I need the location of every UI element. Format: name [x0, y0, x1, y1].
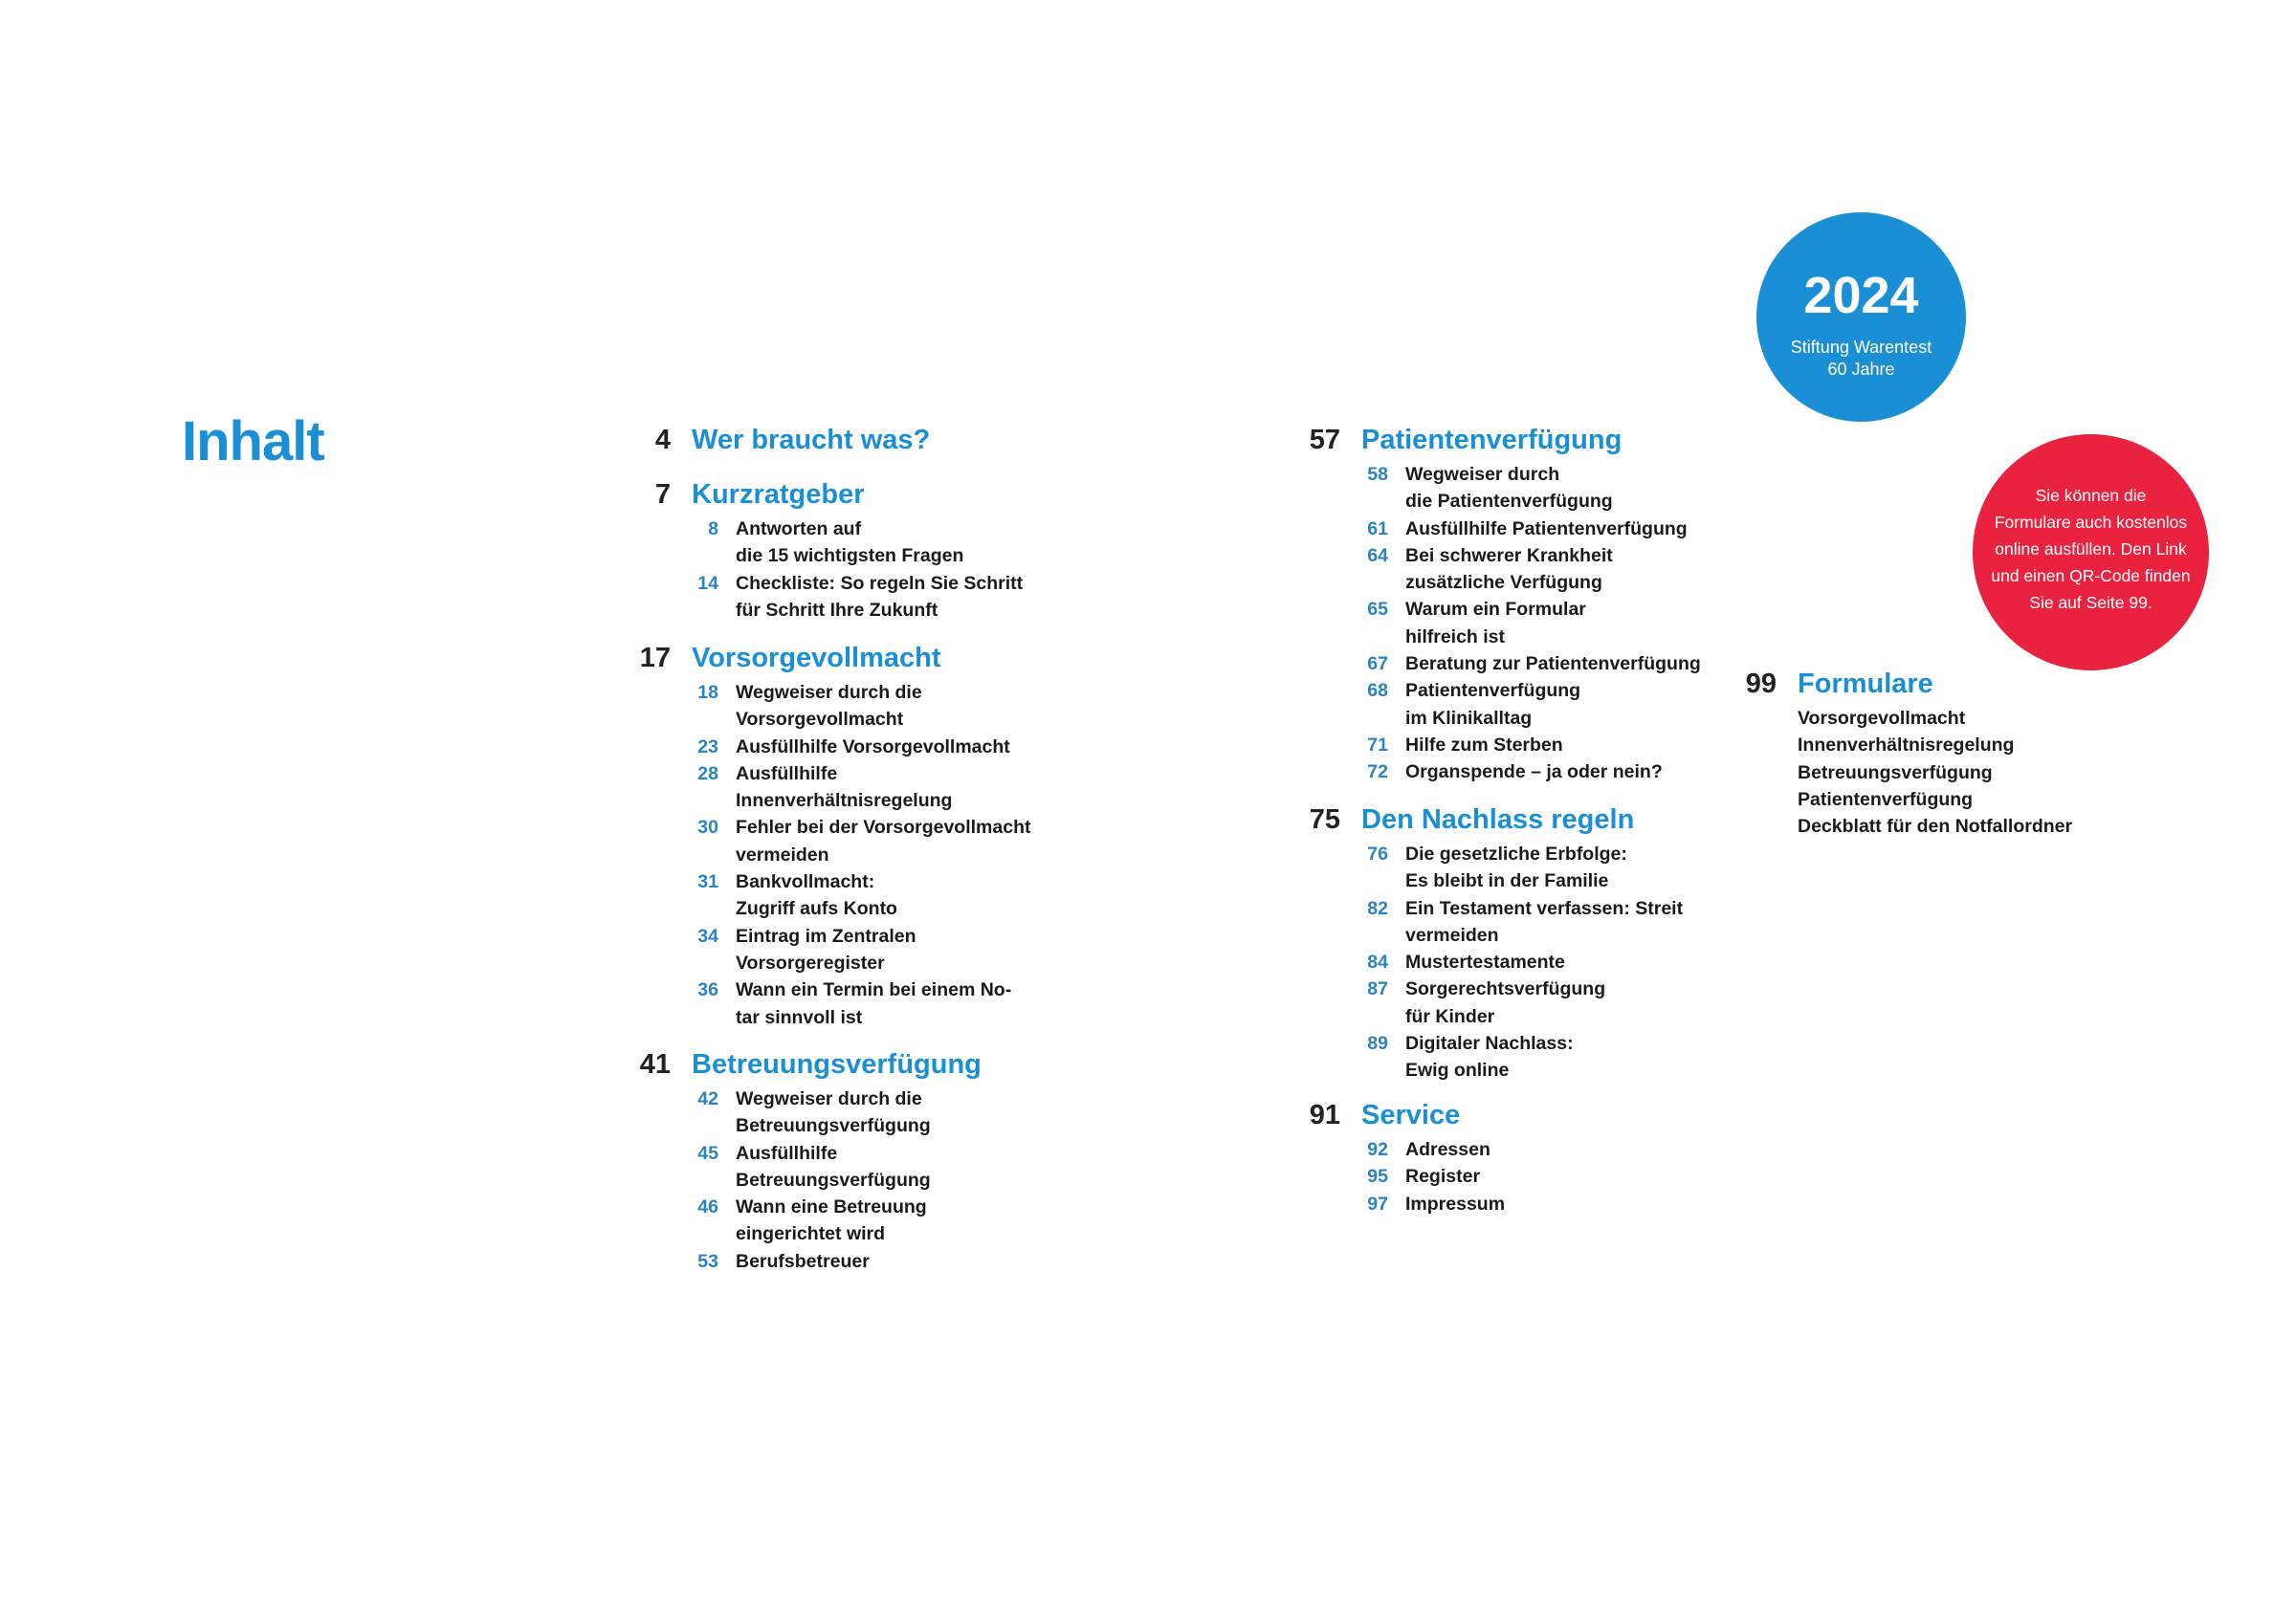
- toc-entry-text: Innenverhältnisregelung: [736, 790, 953, 812]
- toc-entry-page: 36: [697, 979, 718, 1001]
- toc-section-title[interactable]: Den Nachlass regeln: [1361, 804, 1635, 835]
- toc-entry-text: Ewig online: [1405, 1060, 1510, 1082]
- toc-entry-page: 72: [1367, 761, 1388, 783]
- toc-entry-text: Warum ein Formular: [1405, 599, 1586, 621]
- toc-section: [654, 419, 931, 461]
- toc-entry-text: Ausfüllhilfe: [736, 762, 838, 784]
- toc-entry[interactable]: [692, 1194, 982, 1248]
- toc-entry-page: 8: [708, 518, 718, 539]
- toc-entry-text: Organspende – ja oder nein?: [1405, 761, 1663, 783]
- toc-entry-page: 76: [1367, 844, 1388, 865]
- toc-entry[interactable]: [1361, 895, 1683, 950]
- toc-entry-text: Patientenverfügung: [1405, 680, 1581, 702]
- toc-section-page: 41: [639, 1049, 671, 1080]
- toc-entry[interactable]: [692, 679, 1030, 734]
- page-title: Inhalt: [182, 410, 324, 472]
- badge-line: Sie können die: [2035, 486, 2147, 505]
- toc-section-page: 4: [654, 425, 671, 455]
- form-item[interactable]: Vorsorgevollmacht: [1798, 708, 1966, 729]
- toc-section: [654, 473, 1024, 624]
- toc-entry-page: 67: [1367, 653, 1388, 675]
- toc-entry-text: Bei schwerer Krankheit: [1405, 544, 1613, 566]
- toc-entry-text: die Patientenverfügung: [1405, 491, 1613, 513]
- toc-entry[interactable]: [1361, 1136, 1505, 1163]
- toc-entry-text: Ausfüllhilfe: [736, 1142, 838, 1164]
- toc-entry[interactable]: [692, 515, 1023, 570]
- toc-entry[interactable]: [1361, 841, 1683, 895]
- toc-entry-text: die 15 wichtigsten Fragen: [736, 545, 964, 567]
- toc-entry[interactable]: [1361, 949, 1683, 976]
- toc-entry-page: 97: [1367, 1193, 1388, 1215]
- badge-line: und einen QR-Code finden: [1991, 566, 2191, 585]
- toc-entry[interactable]: [1361, 1030, 1683, 1085]
- toc-section-page: 75: [1309, 804, 1340, 835]
- online-forms-badge: [1973, 434, 2209, 670]
- badge-line: Formulare auch kostenlos: [1994, 513, 2188, 532]
- toc-entry-text: Wegweiser durch die: [736, 682, 922, 703]
- toc-entry-text: Betreuungsverfügung: [736, 1169, 931, 1191]
- toc-section: [639, 637, 1031, 1031]
- toc-entry-page: 68: [1367, 680, 1388, 702]
- toc-entry[interactable]: [1361, 1163, 1505, 1190]
- toc-entry-text: Wann eine Betreuung: [736, 1196, 927, 1218]
- badge-line: online ausfüllen. Den Link: [1995, 539, 2187, 559]
- toc-entry[interactable]: [692, 814, 1030, 868]
- toc-entry-page: 45: [697, 1142, 718, 1164]
- toc-entry-page: 30: [697, 817, 718, 839]
- toc-entry[interactable]: [692, 976, 1030, 1031]
- toc-section-title[interactable]: Service: [1361, 1100, 1461, 1130]
- toc-entry-page: 42: [697, 1088, 718, 1109]
- toc-entry-text: Ausfüllhilfe Patientenverfügung: [1405, 517, 1688, 539]
- toc-entry-page: 87: [1367, 978, 1388, 1000]
- toc-entry-text: für Schritt Ihre Zukunft: [736, 599, 938, 621]
- toc-entry-text: Beratung zur Patientenverfügung: [1405, 653, 1701, 675]
- toc-entry-text: vermeiden: [736, 844, 829, 866]
- toc-entry[interactable]: [692, 570, 1023, 625]
- toc-section-formulare: [1745, 663, 2073, 840]
- toc-entry-text: Wegweiser durch die: [736, 1088, 922, 1109]
- toc-entry-text: Eintrag im Zentralen: [736, 925, 916, 947]
- toc-entry-text: Zugriff aufs Konto: [736, 898, 897, 920]
- toc-entry-page: 64: [1367, 544, 1388, 566]
- toc-entry-text: tar sinnvoll ist: [736, 1006, 863, 1028]
- toc-entry-text: Es bleibt in der Familie: [1405, 870, 1609, 892]
- form-item[interactable]: Deckblatt für den Notfallordner: [1798, 816, 2073, 838]
- toc-entry[interactable]: [692, 760, 1030, 815]
- toc-entry-text: Vorsorgevollmacht: [736, 709, 904, 731]
- toc-entry-text: eingerichtet wird: [736, 1223, 886, 1245]
- toc-entry-page: 84: [1367, 952, 1388, 974]
- toc-section-title[interactable]: Vorsorgevollmacht: [692, 643, 941, 673]
- form-item[interactable]: Patientenverfügung: [1798, 788, 1974, 810]
- toc-entry-text: Adressen: [1405, 1139, 1490, 1160]
- badge-year: 2024: [1803, 267, 1919, 324]
- toc-entry-text: Digitaler Nachlass:: [1405, 1033, 1574, 1055]
- toc-entry-page: 82: [1367, 897, 1388, 919]
- toc-entry[interactable]: [1361, 461, 1701, 515]
- toc-entry-text: vermeiden: [1405, 924, 1499, 946]
- toc-entry-text: Bankvollmacht:: [736, 871, 875, 893]
- badge-line: 60 Jahre: [1827, 360, 1895, 379]
- toc-section-title[interactable]: Wer braucht was?: [692, 425, 931, 455]
- toc-entry[interactable]: [1361, 1191, 1505, 1217]
- toc-entry-text: Vorsorgeregister: [736, 952, 885, 974]
- toc-entry[interactable]: [1361, 596, 1701, 650]
- toc-entry-text: Sorgerechtsverfügung: [1405, 978, 1606, 1000]
- toc-entry-text: hilfreich ist: [1405, 625, 1506, 647]
- anniversary-badge: [1756, 212, 1966, 422]
- toc-entry-text: Register: [1405, 1166, 1481, 1188]
- toc-entry[interactable]: [692, 1140, 982, 1195]
- toc-entry-page: 28: [697, 762, 718, 784]
- form-item[interactable]: Innenverhältnisregelung: [1798, 735, 2015, 757]
- toc-entry[interactable]: [1361, 732, 1701, 758]
- toc-entry-text: Antworten auf: [736, 518, 862, 539]
- toc-entry-text: Checkliste: So regeln Sie Schritt: [736, 572, 1024, 594]
- toc-entry[interactable]: [1361, 542, 1701, 597]
- toc-entry-page: 31: [697, 871, 718, 893]
- toc-entry-text: im Klinikalltag: [1405, 707, 1533, 729]
- toc-entry-page: 53: [697, 1250, 718, 1272]
- toc-entry[interactable]: [692, 923, 1030, 977]
- toc-entry[interactable]: [1361, 758, 1701, 785]
- toc-entry-page: 92: [1367, 1139, 1388, 1160]
- toc-entry-page: 34: [697, 925, 718, 947]
- toc-section: [1309, 1094, 1506, 1217]
- toc-entry-page: 95: [1367, 1166, 1388, 1188]
- toc-section: [1309, 799, 1684, 1085]
- toc-entry[interactable]: [692, 868, 1030, 923]
- badge-line: Sie auf Seite 99.: [2029, 593, 2152, 612]
- badge-line: Stiftung Warentest: [1790, 338, 1932, 357]
- toc-section: [1309, 419, 1701, 786]
- toc-entry[interactable]: [1361, 650, 1701, 677]
- toc-entry-text: Mustertestamente: [1405, 952, 1565, 974]
- toc-entry-text: Die gesetzliche Erbfolge:: [1405, 844, 1627, 865]
- toc-entry-text: Betreuungsverfügung: [736, 1115, 931, 1137]
- toc-entry-text: Wegweiser durch: [1405, 464, 1560, 485]
- toc-entry[interactable]: [692, 1248, 982, 1275]
- toc-entry-page: 61: [1367, 517, 1388, 539]
- toc-entry[interactable]: [1361, 976, 1683, 1030]
- toc-section-title[interactable]: Formulare: [1798, 669, 1933, 699]
- toc-entry-text: Ausfüllhilfe Vorsorgevollmacht: [736, 735, 1010, 757]
- toc-section-page: 17: [639, 643, 671, 673]
- toc-entry-text: Fehler bei der Vorsorgevollmacht: [736, 817, 1031, 839]
- toc-entry-page: 58: [1367, 464, 1388, 485]
- toc-section-page: 57: [1309, 425, 1340, 455]
- toc-entry[interactable]: [692, 734, 1030, 760]
- toc-entry-text: für Kinder: [1405, 1005, 1495, 1027]
- toc-entry-page: 71: [1367, 734, 1388, 756]
- toc-section-title[interactable]: Patientenverfügung: [1361, 425, 1623, 455]
- toc-entry-text: Hilfe zum Sterben: [1405, 734, 1563, 756]
- toc-entry-text: Wann ein Termin bei einem No-: [736, 979, 1012, 1001]
- toc-entry-page: 46: [697, 1196, 718, 1218]
- toc-entry-page: 18: [697, 682, 718, 703]
- toc-entry[interactable]: [1361, 677, 1701, 732]
- toc-entry[interactable]: [1361, 515, 1701, 542]
- toc-section-page: 91: [1309, 1100, 1340, 1130]
- toc-entry[interactable]: [692, 1086, 982, 1140]
- toc-entry-page: 65: [1367, 599, 1388, 621]
- toc-section-title[interactable]: Betreuungsverfügung: [692, 1049, 982, 1080]
- toc-entry-page: 14: [697, 572, 718, 594]
- toc-section-page: 7: [654, 479, 671, 510]
- toc-section: [639, 1043, 982, 1275]
- toc-entry-page: 89: [1367, 1033, 1388, 1055]
- form-item[interactable]: Betreuungsverfügung: [1798, 761, 1993, 783]
- toc-entry-text: zusätzliche Verfügung: [1405, 572, 1602, 594]
- toc-entry-text: Impressum: [1405, 1193, 1506, 1215]
- toc-entry-text: Berufsbetreuer: [736, 1250, 870, 1272]
- toc-section-title[interactable]: Kurzratgeber: [692, 479, 865, 510]
- toc-section-page: 99: [1745, 669, 1777, 699]
- toc-entry-text: Ein Testament verfassen: Streit: [1405, 897, 1684, 919]
- toc-entry-page: 23: [697, 735, 718, 757]
